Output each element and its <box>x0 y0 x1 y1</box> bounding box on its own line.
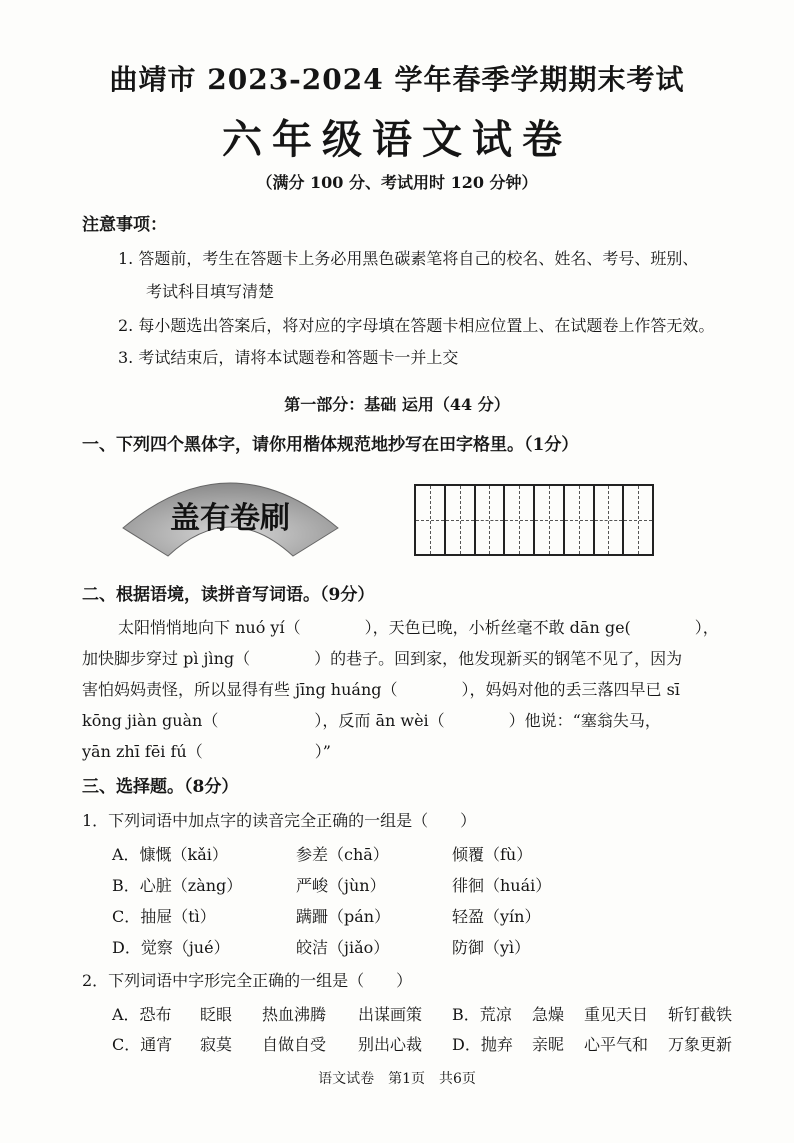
option-c-word-3: 轻盈（yín） <box>452 907 541 926</box>
option-c-word-2: 寂莫 <box>200 1035 233 1054</box>
option-a-word-2: 眨眼 <box>200 1005 233 1024</box>
option-d-word-1: D．觉察（jué） <box>112 938 230 957</box>
option-d-word-2: 皎洁（jiǎo） <box>296 938 390 957</box>
option-b-word-1: B．荒凉 <box>452 1005 512 1024</box>
option-b-word-4: 斩钉截铁 <box>668 1005 733 1024</box>
option-c-word-2: 蹒跚（pán） <box>296 907 391 926</box>
question-1-heading: 一、下列四个黑体字，请你用楷体规范地抄写在田字格里。（1分） <box>82 435 579 455</box>
option-a-word-1: A．慷慨（kǎi） <box>112 845 228 864</box>
option-a-word-3: 倾覆（fù） <box>452 845 533 864</box>
grid-cell[interactable] <box>565 486 595 554</box>
notice-item-3: 3. 考试结束后，请将本试题卷和答题卡一并上交 <box>118 348 459 367</box>
passage-line-5: yān zhī fēi fú（ ）” <box>82 742 331 761</box>
grid-cell[interactable] <box>624 486 652 554</box>
option-c-word-1: C．抽屉（tì） <box>112 907 216 926</box>
question-3-1-stem: 1．下列词语中加点字的读音完全正确的一组是（ ） <box>82 811 477 830</box>
notice-item-1-cont: 考试科目填写清楚 <box>146 282 275 301</box>
exam-score-time-note: （满分 100 分、考试用时 120 分钟） <box>256 173 538 192</box>
notice-item-2: 2. 每小题选出答案后，将对应的字母填在答题卡相应位置上、在试题卷上作答无效。 <box>118 316 715 335</box>
part-one-title: 第一部分：基础 运用（44 分） <box>284 395 510 414</box>
grid-cell[interactable] <box>446 486 476 554</box>
option-a-word-1: A．恐布 <box>112 1005 172 1024</box>
exam-title: 曲靖市 2023-2024 学年春季学期期末考试 <box>109 63 685 96</box>
exam-subject-title: 六年级语文试卷 <box>222 116 572 163</box>
option-c-word-1: C．通宵 <box>112 1035 173 1054</box>
question-3-2-stem: 2．下列词语中字形完全正确的一组是（ ） <box>82 971 413 990</box>
option-d-word-3: 心平气和 <box>584 1035 649 1054</box>
option-a-word-2: 参差（chā） <box>296 845 389 864</box>
passage-line-2: 加快脚步穿过 pì jìng（ ）的巷子。回到家，他发现新买的钢笔不见了，因为 <box>82 649 683 668</box>
notice-heading: 注意事项： <box>82 215 167 235</box>
option-b-word-2: 急燥 <box>532 1005 565 1024</box>
option-c-word-4: 别出心裁 <box>358 1035 423 1054</box>
tianzige-writing-grid[interactable] <box>414 484 654 556</box>
passage-line-1: 太阳悄悄地向下 nuó yí（ ），天色已晚，小析丝毫不敢 dān ge( ）， <box>118 618 719 637</box>
option-d-word-3: 防御（yì） <box>452 938 531 957</box>
question-3-heading: 三、选择题。（8分） <box>82 777 239 797</box>
option-d-word-2: 亲昵 <box>532 1035 565 1054</box>
option-d-word-1: D．抛弃 <box>452 1035 513 1054</box>
grid-cell[interactable] <box>416 486 446 554</box>
option-d-word-4: 万象更新 <box>668 1035 733 1054</box>
question-2-heading: 二、根据语境，读拼音写词语。（9分） <box>82 585 375 605</box>
option-b-word-3: 徘徊（huái） <box>452 876 552 895</box>
fan-text: 盖有卷刷 <box>170 501 290 536</box>
notice-item-1: 1. 答题前，考生在答题卡上务必用黑色碳素笔将自己的校名、姓名、考号、班别、 <box>118 249 699 268</box>
grid-cell[interactable] <box>595 486 625 554</box>
grid-cell[interactable] <box>535 486 565 554</box>
option-b-word-3: 重见天日 <box>584 1005 649 1024</box>
option-a-word-4: 出谋画策 <box>358 1005 423 1024</box>
passage-line-3: 害怕妈妈责怪，所以显得有些 jīng huáng（ ），妈妈对他的丢三落四早已 sī <box>82 680 680 699</box>
grid-cell[interactable] <box>505 486 535 554</box>
option-c-word-3: 自做自受 <box>262 1035 327 1054</box>
option-a-word-3: 热血沸腾 <box>262 1005 327 1024</box>
fan-calligraphy-image <box>118 458 343 563</box>
option-b-word-2: 严峻（jùn） <box>296 876 386 895</box>
passage-line-4: kōng jiàn guàn（ ），反而 ān wèi（ ）他说：“塞翁失马， <box>82 711 661 730</box>
grid-cell[interactable] <box>476 486 506 554</box>
page-footer: 语文试卷 第1页 共6页 <box>318 1071 476 1087</box>
option-b-word-1: B．心脏（zàng） <box>112 876 243 895</box>
